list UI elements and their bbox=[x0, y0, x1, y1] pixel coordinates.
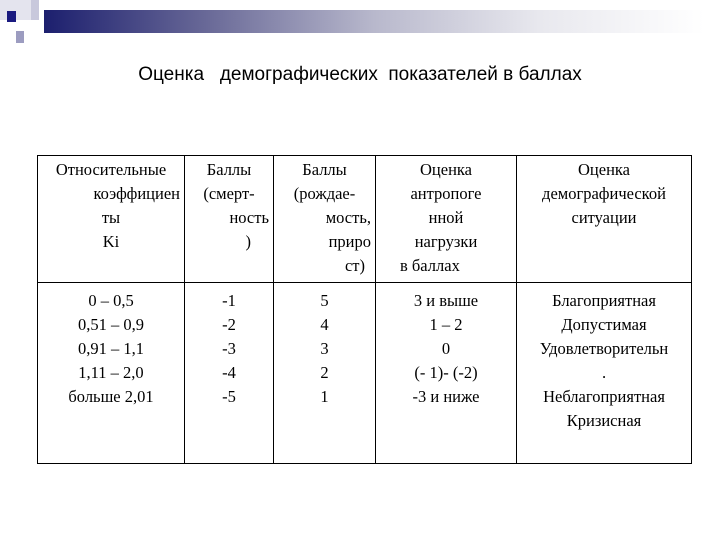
cell-text: Допустимая bbox=[561, 315, 647, 334]
scores-table bbox=[37, 155, 692, 464]
header-text: ст) bbox=[344, 256, 365, 275]
header-cell bbox=[517, 156, 692, 283]
header-text: Относительные bbox=[55, 160, 167, 179]
cell-text: 0 bbox=[441, 339, 451, 358]
cell-text: 0 – 0,5 bbox=[88, 291, 134, 310]
header-cell bbox=[185, 156, 274, 283]
cell-text: больше 2,01 bbox=[68, 387, 154, 406]
header-text: Оценка bbox=[578, 160, 630, 179]
header-text: ) bbox=[245, 232, 251, 251]
decor-square bbox=[16, 31, 24, 43]
header-text: (рождае- bbox=[293, 184, 356, 203]
header-text: в баллах bbox=[400, 256, 460, 275]
header-text: коэффициен bbox=[93, 184, 180, 203]
body-cell bbox=[376, 283, 517, 464]
body-cell bbox=[38, 283, 185, 464]
cell-text: Удовлетворительн bbox=[539, 339, 669, 358]
cell-text: (- 1)- (-2) bbox=[414, 363, 478, 382]
cell-text: -4 bbox=[222, 363, 236, 382]
cell-text: 4 bbox=[320, 315, 329, 334]
body-cell bbox=[517, 283, 692, 464]
cell-text: Кризисная bbox=[566, 411, 642, 430]
header-text: Оценка bbox=[420, 160, 472, 179]
decor-square bbox=[7, 11, 16, 22]
cell-text: 0,51 – 0,9 bbox=[78, 315, 144, 334]
header-text: демографической bbox=[542, 184, 666, 203]
cell-text: 1,11 – 2,0 bbox=[78, 363, 144, 382]
cell-text: 3 и выше bbox=[413, 291, 479, 310]
cell-text: 2 bbox=[320, 363, 329, 382]
header-text: ситуации bbox=[571, 208, 637, 227]
header-text: Баллы bbox=[302, 160, 347, 179]
header-text: нной bbox=[428, 208, 464, 227]
cell-text: 5 bbox=[320, 291, 329, 310]
header-cell bbox=[274, 156, 376, 283]
slide-title: Оценка демографических показателей в баллах bbox=[138, 64, 582, 85]
cell-text: -1 bbox=[222, 291, 236, 310]
header-text: приро bbox=[328, 232, 371, 251]
header-cell bbox=[376, 156, 517, 283]
cell-text: -3 и ниже bbox=[412, 387, 480, 406]
header-text: ность bbox=[229, 208, 269, 227]
header-text: нагрузки bbox=[414, 232, 478, 251]
body-cell bbox=[185, 283, 274, 464]
cell-text: -3 bbox=[222, 339, 236, 358]
header-text: ты bbox=[101, 208, 121, 227]
table-header-row bbox=[38, 156, 692, 283]
header-text: антропоге bbox=[410, 184, 482, 203]
table-body-row bbox=[38, 283, 692, 464]
cell-text: 0,91 – 1,1 bbox=[78, 339, 144, 358]
decor-square bbox=[31, 0, 39, 20]
cell-text: -2 bbox=[222, 315, 236, 334]
header-text: Баллы bbox=[206, 160, 252, 179]
header-text: (смерт- bbox=[203, 184, 255, 203]
cell-text: Благоприятная bbox=[552, 291, 656, 310]
cell-text: . bbox=[601, 363, 607, 382]
cell-text: -5 bbox=[222, 387, 236, 406]
cell-text: 3 bbox=[320, 339, 329, 358]
body-cell bbox=[274, 283, 376, 464]
header-text: мость, bbox=[325, 208, 371, 227]
cell-text: Неблагоприятная bbox=[543, 387, 665, 406]
cell-text: 1 bbox=[320, 387, 329, 406]
cell-text: 1 – 2 bbox=[429, 315, 463, 334]
header-cell bbox=[38, 156, 185, 283]
header-gradient-bar bbox=[44, 10, 704, 33]
header-text: Ki bbox=[102, 232, 120, 251]
